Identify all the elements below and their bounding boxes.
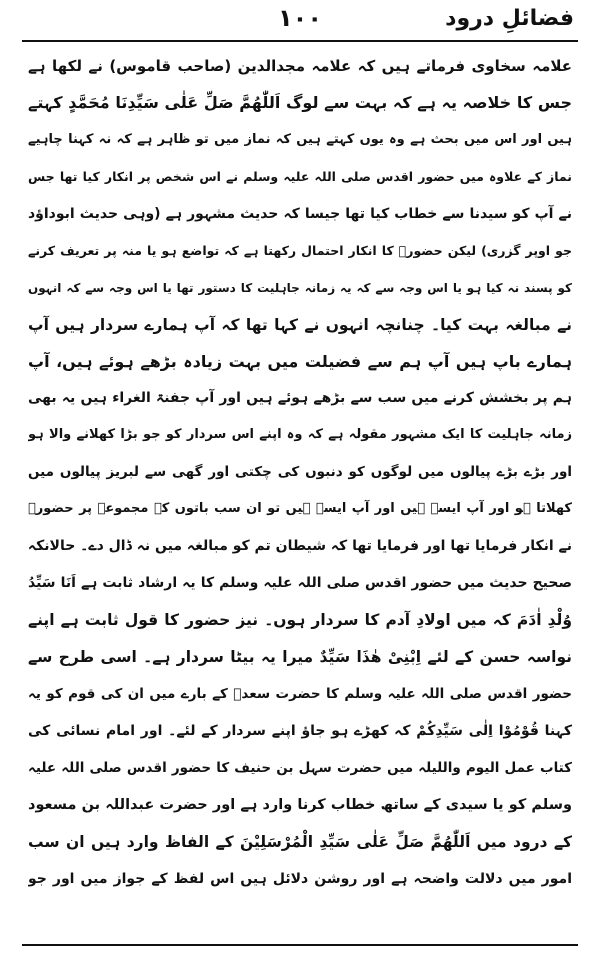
header-rule <box>22 40 578 42</box>
text-line: نواسہ حسن کے لئے اِبْنِیْ ھٰذَا سَیِّدٌ میرا یہ بیٹا سردار ہے۔ اسی طرح سے <box>28 648 572 666</box>
page-header <box>22 4 578 38</box>
text-line: حضور اقدس صلی اللہ علیہ وسلم کا حضرت سعدؓ کے بارے میں ان کی قوم کو یہ <box>28 685 572 702</box>
text-line: جس کا خلاصہ یہ ہے کہ بہت سے لوگ اَللّٰھُمَّ صَلِّ عَلٰی سَیِّدِنَا مُحَمَّدٍ کہتے <box>28 92 572 112</box>
running-title: فضائلِ درود <box>445 6 574 31</box>
text-line: نے مبالغہ بہت کیا۔ چنانچہ انہوں نے کہا تھا کہ آپ ہمارے سردار ہیں آپ <box>28 315 572 334</box>
text-line: علامہ سخاوی فرماتے ہیں کہ علامہ مجدالدین (صاحب قاموس) نے لکھا ہے <box>28 57 572 75</box>
text-line: ہم پر بخشش کرنے میں سب سے بڑھے ہوئے ہیں اور آپ جفنۃ الغراء ہیں یہ بھی <box>28 390 572 407</box>
text-line: کے درود میں اَللّٰھُمَّ صَلِّ عَلٰی سَیِّدِ الْمُرْسَلِیْنَ کے الفاظ وارد ہیں ان سب <box>28 832 572 851</box>
text-line: کہنا قُوْمُوْا اِلٰی سَیِّدِکُمْ کہ کھڑے ہو جاؤ اپنے سردار کے لئے۔ اور امام نسائی کی <box>28 722 572 739</box>
text-line: صحیح حدیث میں حضور اقدس صلی اللہ علیہ وسلم کا یہ ارشاد ثابت ہے اَنَا سَیِّدُ <box>28 575 572 592</box>
text-line: نماز کے علاوہ میں حضور اقدس صلی اللہ علیہ وسلم نے اس شخص پر انکار کیا تھا جس <box>28 168 572 184</box>
text-line: اور بڑے بڑے پیالوں میں لوگوں کو دنبوں کی چکتی اور گھی سے لبریز پیالوں میں <box>28 464 572 481</box>
body-text <box>28 48 572 936</box>
text-line: نے آپ کو سیدنا سے خطاب کیا تھا جیسا کہ حدیث مشہور ہے (وہی حدیث ابوداؤد <box>28 205 572 222</box>
text-line: ہمارے باپ ہیں آپ ہم سے فضیلت میں بہت زیادہ بڑھے ہوئے ہیں، آپ <box>28 351 572 371</box>
page-number: ۱۰۰ <box>278 4 322 32</box>
text-line: جو اوپر گزری) لیکن حضورؐ کا انکار احتمال رکھتا ہے کہ تواضع ہو یا منہ پر تعریف کرنے <box>28 242 572 258</box>
text-line: زمانہ جاہلیت کا ایک مشہور مقولہ ہے کہ وہ اپنے اس سردار کو جو بڑا کھلانے والا ہو <box>28 427 572 443</box>
text-line: وسلم کو یا سیدی کے ساتھ خطاب کرنا وارد ہے اور حضرت عبداللہ بن مسعود <box>28 796 572 813</box>
text-line: کتاب عمل الیوم واللیلہ میں حضرت سہل بن حنیف کا حضور اقدس صلی اللہ علیہ <box>28 759 572 776</box>
text-line: نے انکار فرمایا تھا اور فرمایا تھا کہ شیطان تم کو مبالغہ میں نہ ڈال دے۔ حالانکہ <box>28 538 572 555</box>
text-line: ہیں اور اس میں بحث ہے وہ یوں کہتے ہیں کہ نماز میں تو ظاہر ہے کہ نہ کہنا چاہیے <box>28 131 572 147</box>
text-line: کھلاتا ہو اور آپ ایسے ہیں اور آپ ایسے ہیں تو ان سب باتوں کے مجموعہ پر حضورؐ <box>28 501 572 517</box>
footer-rule <box>22 944 578 946</box>
text-line: وُلْدِ اٰدَمَ کہ میں اولادِ آدم کا سردار ہوں۔ نیز حضور کا قول ثابت ہے اپنے <box>28 611 572 630</box>
text-line: امور میں دلالت واضحہ ہے اور روشن دلائل ہیں اس لفظ کے جواز میں اور جو <box>28 870 572 887</box>
text-line: کو پسند نہ کیا ہو یا اس وجہ سے کہ یہ زمانہ جاہلیت کا دستور تھا یا اس وجہ سے کہ انہوں <box>28 280 572 295</box>
